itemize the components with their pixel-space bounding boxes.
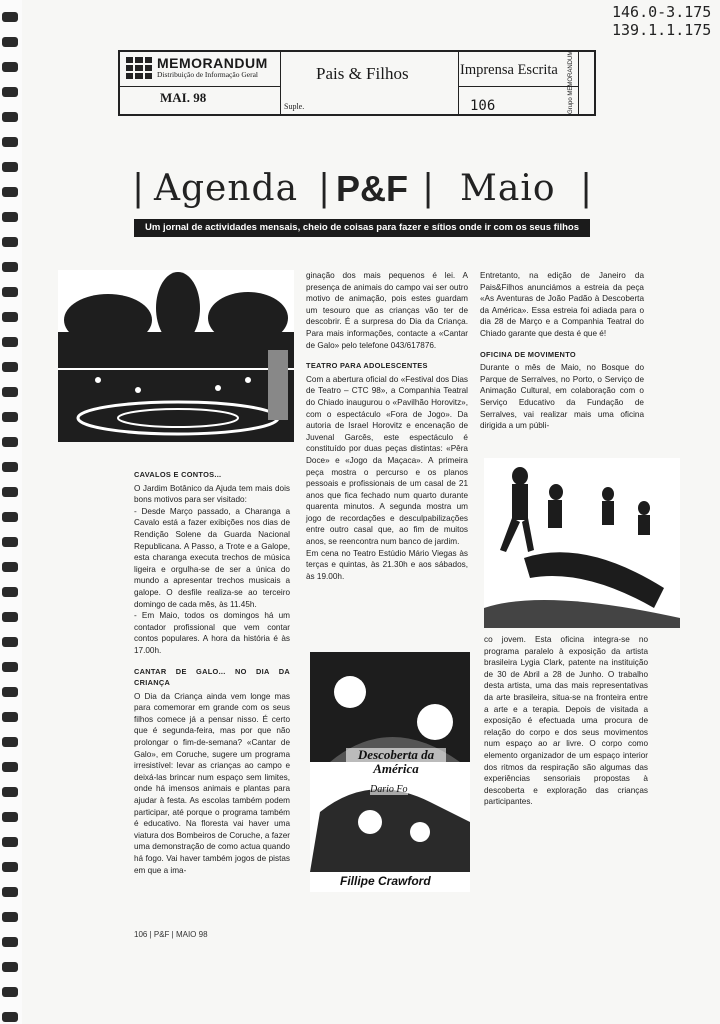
binding-ring	[2, 62, 18, 72]
binding-ring	[2, 287, 18, 297]
headline-subtitle-bar: Um jornal de actividades mensais, cheio de coisas para fazer e sítios onde ir com os seus filhos	[134, 219, 590, 237]
binding-ring	[2, 37, 18, 47]
paragraph-oficina: Durante o mês de Maio, no Bosque do Parque de Serralves, no Porto, o Serviço de Animação Cultural, em colaboração com o Serviço Educativo da Fundação de Serralves, vai realizar mais uma oficina dirigida a um públi-	[480, 363, 644, 431]
memorandum-logo	[126, 56, 268, 80]
binding-ring	[2, 762, 18, 772]
paragraph-padao: Entretanto, na edição de Janeiro da Pais&Filhos anunciámos a estreia da peça «As Aventuras de João Padão à Descoberta da América». Essa estreia foi adiada para o dia 28 de Março e a Companhia Teatral do Chiado garante que desta é que é!	[480, 271, 644, 338]
binding-ring	[2, 962, 18, 972]
headline-agenda: Agenda	[154, 168, 299, 209]
paragraph-cantar-cont: ginação dos mais pequenos é lei. A presença de animais do campo vai ser outro motivo de animação, pois estes guardam um tesouro que as crianças vão ter de descobrir. É a surpresa do Dia da Criança. Para mais informações, contacte a «Cantar de Galo» pelo telefone 043/617876.	[306, 271, 468, 350]
paragraph-charanga: - Desde Março passado, a Charanga a Cavalo está a fazer exibições nos dias de Rendição Solene da Guarda Nacional Republicana. A Passo, a Trote e a Galope, esta charanga executa trechos de música ligeira e orgulha-se de ser a única do mundo a apresentar trechos musicais a galope. O desfile realiza-se ao terceiro domingo de cada mês, às 11.45h.	[134, 506, 290, 609]
headline-sep-1: |	[132, 168, 145, 209]
binding-ring	[2, 637, 18, 647]
binding-ring	[2, 12, 18, 22]
binding-ring	[2, 612, 18, 622]
headline-sep-4: |	[580, 168, 593, 209]
logo-grid-icon	[126, 57, 152, 79]
binding-ring	[2, 662, 18, 672]
spiral-binding	[0, 0, 22, 1024]
binding-ring	[2, 837, 18, 847]
paragraph-teatro-horario: Em cena no Teatro Estúdio Mário Viegas às terças e quintas, às 21.30h e aos sábados, às 19.00h.	[306, 548, 468, 581]
memo-category: Imprensa Escrita	[460, 62, 558, 78]
page-headline	[132, 168, 592, 216]
paragraph-dia-crianca: O Dia da Criança ainda vem longe mas para comemorar em grande com os seus filhos comece já a pensar nisso. É certo que é segunda-feira, mas por que não prolongar o fim-de-semana? «Cantar de Galo», em Coruche, sugere um programa irresistível: levar as crianças ao campo e deixá-las brincar num espaço sem limites, onde há imensos animais e plantas para ajudar à festa. As escolas também podem participar, até porque o programa também é educativo. Na floresta vai haver uma viatura dos Bombeiros de Coruche, a fazer uma demonstração de como actua quando há fogo. Vai haver também jogos de pistas em que a ima-	[134, 691, 290, 875]
binding-ring	[2, 387, 18, 397]
binding-ring	[2, 137, 18, 147]
binding-ring	[2, 1012, 18, 1022]
memo-group-label: Grupo MEMORANDUM	[568, 50, 574, 114]
memo-publication: Pais & Filhos	[316, 64, 409, 83]
column-3	[480, 270, 644, 432]
memo-date: MAI. 98	[160, 90, 207, 105]
binding-ring	[2, 237, 18, 247]
heading-cavalos: CAVALOS E CONTOS...	[134, 470, 222, 479]
poster-author: Dario Fo	[370, 784, 408, 795]
column-2	[306, 270, 468, 582]
handwritten-code-2: 139.1.1.175	[612, 21, 712, 39]
binding-ring	[2, 187, 18, 197]
poster-title: Descoberta da América	[346, 748, 446, 776]
headline-pf: P&F	[336, 168, 408, 209]
memo-title: MEMORANDUM	[157, 55, 268, 71]
binding-ring	[2, 887, 18, 897]
binding-ring	[2, 487, 18, 497]
paragraph-contos: - Em Maio, todos os domingos há um contador profissional que vem contar contos populares. A hora da história é às 17.00h.	[134, 611, 290, 655]
headline-sep-3: |	[422, 168, 435, 209]
garden-photo	[58, 270, 294, 442]
binding-ring	[2, 687, 18, 697]
memorandum-stamp	[118, 50, 596, 116]
heading-oficina: OFICINA DE MOVIMENTO	[480, 349, 576, 359]
binding-ring	[2, 812, 18, 822]
binding-ring	[2, 87, 18, 97]
binding-ring	[2, 562, 18, 572]
binding-ring	[2, 937, 18, 947]
binding-ring	[2, 862, 18, 872]
binding-ring	[2, 537, 18, 547]
binding-ring	[2, 512, 18, 522]
binding-ring	[2, 162, 18, 172]
heading-cantar-de-galo: CANTAR DE GALO... NO DIA DA CRIANÇA	[134, 666, 290, 688]
binding-ring	[2, 987, 18, 997]
column-1	[134, 460, 290, 876]
headline-maio: Maio	[460, 168, 556, 209]
binding-ring	[2, 337, 18, 347]
paragraph-teatro: Com a abertura oficial do «Festival dos Dias de Teatro – CTC 98», a Companhia Teatral do Chiado inaugurou o «Pavilhão Horovitz», com o espectáculo «Fora de Jogo». Da autoria de Israel Horovitz e encenação de Juvenal Garcês, este espectáculo é constituído por duas peças distintas: «Pêra Doce» e «Jogo da Maçaca». A primeira peça mostra o percurso e os planos pessoais e profissionais de um casal de 21 anos que fica fechado num quarto durante quarenta minutos. A segunda mostra um jogo de recordações e desculpabilizações entre outro casal que, ao fim de muitos anos, se reencontra num banco de jardim.	[306, 374, 468, 547]
paragraph-lygia-clark: co jovem. Esta oficina integra-se no programa paralelo à exposição da artista brasileira Lygia Clark, patente na instituição de 30 de Abril a 28 de Junho. O trabalho desta artista, uma das mais representativas da arte brasileira, situa-se na fronteira entre a arte e a terapia. Depois de visitada a exposição é efectuada uma procura de relação do corpo e dos seus movimentos num espaço ao ar livre. O corpo como elemento organizador de um espaço interior dos ritmos da respiração são algumas das experiências sensoriais propostas à descoberta e exploração das crianças participantes.	[484, 635, 648, 807]
memo-page-number: 106	[470, 98, 496, 114]
binding-ring	[2, 362, 18, 372]
binding-ring	[2, 712, 18, 722]
memo-subtitle: Distribuição de Informação Geral	[157, 70, 258, 79]
handwritten-code-1: 146.0-3.175	[612, 3, 712, 21]
paragraph-cavalos-intro: O Jardim Botânico da Ajuda tem mais dois bons motivos para ser visitado:	[134, 483, 290, 505]
poster-director: Fillipe Crawford	[340, 874, 431, 888]
movement-workshop-photo	[484, 458, 680, 628]
binding-ring	[2, 262, 18, 272]
page-footer: 106 | P&F | MAIO 98	[134, 930, 208, 939]
binding-ring	[2, 412, 18, 422]
binding-ring	[2, 787, 18, 797]
heading-teatro: TEATRO PARA ADOLESCENTES	[306, 361, 428, 371]
binding-ring	[2, 212, 18, 222]
theatre-poster	[310, 652, 470, 892]
binding-ring	[2, 112, 18, 122]
memo-supplement-label: Suple.	[284, 102, 305, 111]
binding-ring	[2, 462, 18, 472]
binding-ring	[2, 587, 18, 597]
binding-ring	[2, 912, 18, 922]
binding-ring	[2, 737, 18, 747]
headline-sep-2: |	[318, 168, 331, 209]
column-3-cont	[484, 634, 648, 808]
binding-ring	[2, 312, 18, 322]
binding-ring	[2, 437, 18, 447]
